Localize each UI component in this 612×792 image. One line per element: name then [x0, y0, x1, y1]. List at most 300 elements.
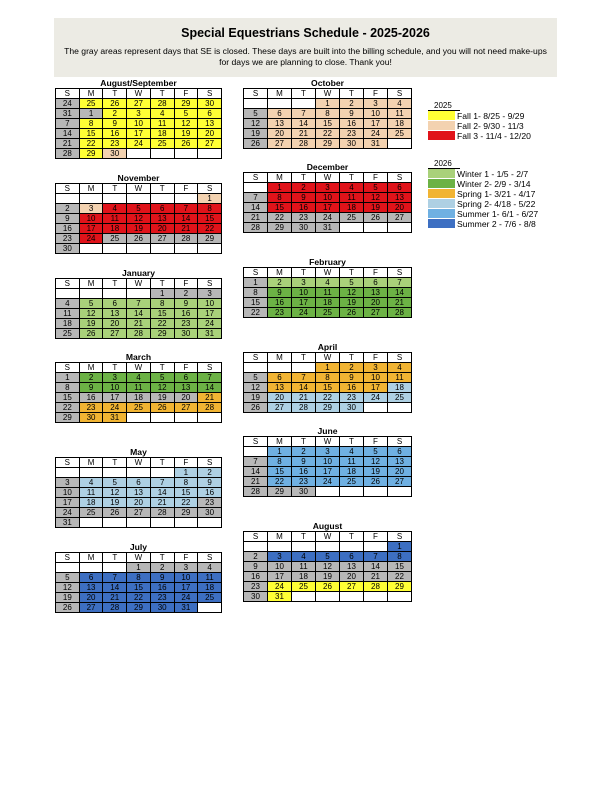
legend-swatch: [428, 189, 455, 198]
day-cell: 18: [388, 383, 412, 393]
day-cell: 14: [292, 383, 316, 393]
weekday-label: M: [79, 458, 103, 468]
day-cell: 6: [103, 299, 127, 309]
day-cell: 25: [388, 129, 412, 139]
weekday-header-row: [56, 553, 222, 563]
day-cell: 11: [198, 573, 222, 583]
header-banner: [54, 18, 557, 77]
weekday-label: W: [316, 173, 340, 183]
day-cell: [268, 363, 292, 373]
day-cell: 28: [388, 308, 412, 318]
legend-label: Fall 2- 9/30 - 11/3: [457, 121, 524, 131]
day-cell: 31: [174, 603, 198, 613]
day-cell: 15: [244, 298, 268, 308]
day-cell: 7: [364, 552, 388, 562]
week-row: [244, 183, 412, 193]
week-row: [244, 447, 412, 457]
weekday-label: M: [268, 268, 292, 278]
day-cell: 17: [364, 119, 388, 129]
month-title: May: [130, 447, 147, 457]
week-row: [244, 278, 412, 288]
day-cell: [127, 244, 151, 254]
weekday-label: W: [316, 353, 340, 363]
day-cell: 16: [103, 129, 127, 139]
weekday-label: T: [292, 268, 316, 278]
week-row: [244, 139, 412, 149]
day-cell: 12: [340, 288, 364, 298]
day-cell: [79, 244, 103, 254]
day-cell: 10: [127, 119, 151, 129]
day-cell: 9: [268, 288, 292, 298]
day-cell: 26: [79, 329, 103, 339]
day-cell: [340, 542, 364, 552]
weekday-label: T: [292, 173, 316, 183]
day-cell: 31: [268, 592, 292, 602]
day-cell: [79, 468, 103, 478]
day-cell: 24: [198, 319, 222, 329]
day-cell: 9: [244, 562, 268, 572]
day-cell: 15: [316, 383, 340, 393]
day-cell: 25: [150, 139, 174, 149]
day-cell: 17: [56, 498, 80, 508]
month-grid: [243, 172, 412, 233]
week-row: [56, 593, 222, 603]
day-cell: 4: [127, 373, 151, 383]
day-cell: 16: [150, 583, 174, 593]
day-cell: 20: [79, 593, 103, 603]
day-cell: 11: [388, 109, 412, 119]
day-cell: 21: [103, 593, 127, 603]
day-cell: [388, 223, 412, 233]
weekday-label: W: [316, 268, 340, 278]
day-cell: 10: [292, 288, 316, 298]
day-cell: 26: [127, 234, 151, 244]
day-cell: 31: [198, 329, 222, 339]
day-cell: 27: [198, 139, 222, 149]
day-cell: [316, 592, 340, 602]
day-cell: 8: [79, 119, 103, 129]
day-cell: 1: [244, 278, 268, 288]
day-cell: [56, 194, 80, 204]
day-cell: 21: [56, 139, 80, 149]
legend-year: 2025: [434, 101, 452, 110]
day-cell: 12: [316, 562, 340, 572]
day-cell: 4: [340, 447, 364, 457]
week-row: [56, 119, 222, 129]
day-cell: 19: [56, 593, 80, 603]
week-row: [244, 467, 412, 477]
day-cell: 1: [316, 363, 340, 373]
day-cell: 12: [364, 457, 388, 467]
day-cell: 13: [388, 457, 412, 467]
day-cell: 7: [127, 299, 151, 309]
week-row: [244, 99, 412, 109]
weekday-label: M: [268, 532, 292, 542]
day-cell: [198, 603, 222, 613]
day-cell: 23: [340, 129, 364, 139]
day-cell: 19: [174, 129, 198, 139]
day-cell: 14: [198, 383, 222, 393]
day-cell: 21: [198, 393, 222, 403]
weekday-label: T: [292, 89, 316, 99]
day-cell: 27: [174, 403, 198, 413]
day-cell: 5: [103, 478, 127, 488]
weekday-header-row: [56, 458, 222, 468]
day-cell: 26: [103, 99, 127, 109]
day-cell: 22: [174, 498, 198, 508]
day-cell: 14: [127, 309, 151, 319]
day-cell: 19: [364, 203, 388, 213]
day-cell: 28: [150, 508, 174, 518]
day-cell: 1: [388, 542, 412, 552]
day-cell: 29: [79, 149, 103, 159]
day-cell: 30: [174, 329, 198, 339]
day-cell: [174, 194, 198, 204]
weekday-label: S: [244, 353, 268, 363]
day-cell: [56, 563, 80, 573]
day-cell: 30: [340, 403, 364, 413]
day-cell: [174, 413, 198, 423]
day-cell: 3: [292, 278, 316, 288]
day-cell: 10: [56, 488, 80, 498]
day-cell: 2: [174, 289, 198, 299]
weekday-label: T: [103, 279, 127, 289]
closure-note: The gray areas represent days that SE is closed. These days are built into the billing schedule, and you will not need make-ups for days we are planning to close. Thank you!: [64, 46, 547, 67]
weekday-label: S: [56, 458, 80, 468]
day-cell: 25: [340, 213, 364, 223]
day-cell: 27: [127, 99, 151, 109]
day-cell: 1: [150, 289, 174, 299]
day-cell: 29: [150, 329, 174, 339]
day-cell: [364, 403, 388, 413]
week-row: [244, 582, 412, 592]
day-cell: 10: [174, 573, 198, 583]
page-title: Special Equestrians Schedule - 2025-2026: [181, 26, 430, 40]
day-cell: 14: [174, 214, 198, 224]
weekday-label: S: [56, 89, 80, 99]
day-cell: [127, 289, 151, 299]
day-cell: 5: [174, 109, 198, 119]
day-cell: 5: [150, 373, 174, 383]
day-cell: 31: [316, 223, 340, 233]
day-cell: 6: [268, 109, 292, 119]
day-cell: [150, 518, 174, 528]
month-grid: [55, 183, 222, 254]
day-cell: 30: [198, 508, 222, 518]
day-cell: 7: [198, 373, 222, 383]
day-cell: 6: [340, 552, 364, 562]
day-cell: 18: [103, 224, 127, 234]
day-cell: 23: [268, 308, 292, 318]
week-row: [56, 508, 222, 518]
legend-label: Summer 2 - 7/6 - 8/8: [457, 219, 536, 229]
legend-label: Fall 3 - 11/4 - 12/20: [457, 131, 531, 141]
day-cell: 24: [316, 213, 340, 223]
day-cell: [340, 592, 364, 602]
month-title: August: [312, 521, 343, 531]
week-row: [56, 299, 222, 309]
day-cell: 4: [388, 363, 412, 373]
day-cell: 2: [56, 204, 80, 214]
day-cell: 30: [292, 223, 316, 233]
month-title: November: [117, 173, 160, 183]
week-row: [244, 223, 412, 233]
weekday-label: S: [56, 279, 80, 289]
day-cell: 12: [150, 383, 174, 393]
day-cell: 11: [79, 488, 103, 498]
day-cell: 6: [198, 109, 222, 119]
month-grid: [55, 552, 222, 613]
day-cell: 19: [244, 129, 268, 139]
weekday-label: T: [292, 437, 316, 447]
weekday-label: F: [174, 363, 198, 373]
day-cell: 25: [56, 329, 80, 339]
day-cell: 20: [127, 498, 151, 508]
legend-label: Fall 1- 8/25 - 9/29: [457, 111, 525, 121]
weekday-header-row: [244, 268, 412, 278]
weekday-label: T: [103, 89, 127, 99]
day-cell: 30: [292, 487, 316, 497]
day-cell: 4: [103, 204, 127, 214]
day-cell: 24: [174, 593, 198, 603]
day-cell: 20: [268, 129, 292, 139]
weekday-label: S: [388, 89, 412, 99]
weekday-label: F: [364, 353, 388, 363]
day-cell: 24: [127, 139, 151, 149]
day-cell: 25: [388, 393, 412, 403]
day-cell: [56, 468, 80, 478]
day-cell: 27: [103, 329, 127, 339]
weekday-label: T: [150, 363, 174, 373]
day-cell: 11: [316, 288, 340, 298]
week-row: [244, 373, 412, 383]
legend-swatch: [428, 179, 455, 188]
day-cell: 18: [198, 583, 222, 593]
day-cell: 25: [127, 403, 151, 413]
day-cell: [316, 487, 340, 497]
day-cell: 9: [150, 573, 174, 583]
day-cell: 26: [364, 213, 388, 223]
weekday-label: T: [103, 553, 127, 563]
day-cell: [150, 413, 174, 423]
day-cell: 22: [244, 308, 268, 318]
day-cell: [198, 149, 222, 159]
day-cell: 4: [56, 299, 80, 309]
day-cell: 29: [268, 223, 292, 233]
day-cell: 15: [316, 119, 340, 129]
weekday-label: S: [198, 279, 222, 289]
legend-swatch: [428, 131, 455, 140]
day-cell: 17: [316, 203, 340, 213]
week-row: [56, 383, 222, 393]
day-cell: 11: [103, 214, 127, 224]
week-row: [56, 139, 222, 149]
day-cell: 25: [103, 234, 127, 244]
day-cell: 27: [340, 582, 364, 592]
month-grid: [243, 267, 412, 318]
legend-label: Summer 1- 6/1 - 6/27: [457, 209, 539, 219]
day-cell: 4: [388, 99, 412, 109]
day-cell: [56, 289, 80, 299]
day-cell: 21: [244, 477, 268, 487]
day-cell: 11: [292, 562, 316, 572]
day-cell: 15: [388, 562, 412, 572]
day-cell: 6: [364, 278, 388, 288]
day-cell: 16: [292, 467, 316, 477]
week-row: [244, 363, 412, 373]
legend-label: Winter 1 - 1/5 - 2/7: [457, 169, 529, 179]
month-title: July: [129, 542, 148, 552]
legend-swatch: [428, 199, 455, 208]
day-cell: 17: [79, 224, 103, 234]
day-cell: 23: [174, 319, 198, 329]
day-cell: 11: [56, 309, 80, 319]
day-cell: 26: [56, 603, 80, 613]
day-cell: 9: [292, 193, 316, 203]
day-cell: 13: [198, 119, 222, 129]
day-cell: 11: [127, 383, 151, 393]
day-cell: 8: [198, 204, 222, 214]
day-cell: 21: [174, 224, 198, 234]
day-cell: 1: [316, 99, 340, 109]
day-cell: 14: [103, 583, 127, 593]
day-cell: [150, 244, 174, 254]
legend-label: Winter 2- 2/9 - 3/14: [457, 179, 531, 189]
day-cell: 21: [150, 498, 174, 508]
week-row: [244, 193, 412, 203]
day-cell: 31: [56, 518, 80, 528]
day-cell: 29: [127, 603, 151, 613]
day-cell: 17: [316, 467, 340, 477]
day-cell: 28: [198, 403, 222, 413]
week-row: [244, 477, 412, 487]
day-cell: 28: [244, 487, 268, 497]
day-cell: 26: [103, 508, 127, 518]
weekday-label: S: [244, 89, 268, 99]
day-cell: 19: [340, 298, 364, 308]
day-cell: 28: [103, 603, 127, 613]
day-cell: 13: [388, 193, 412, 203]
day-cell: 8: [56, 383, 80, 393]
month-grid: [55, 362, 222, 423]
month-grid: [55, 278, 222, 339]
day-cell: 7: [150, 478, 174, 488]
week-row: [56, 583, 222, 593]
day-cell: 10: [364, 373, 388, 383]
day-cell: [150, 149, 174, 159]
day-cell: 3: [198, 289, 222, 299]
day-cell: 8: [244, 288, 268, 298]
day-cell: 6: [150, 204, 174, 214]
day-cell: 20: [388, 203, 412, 213]
day-cell: 24: [292, 308, 316, 318]
day-cell: 18: [388, 119, 412, 129]
weekday-label: W: [316, 89, 340, 99]
day-cell: 16: [244, 572, 268, 582]
day-cell: [150, 194, 174, 204]
weekday-header-row: [56, 363, 222, 373]
day-cell: [198, 413, 222, 423]
day-cell: 16: [198, 488, 222, 498]
day-cell: 4: [292, 552, 316, 562]
day-cell: 14: [292, 119, 316, 129]
day-cell: 5: [316, 552, 340, 562]
weekday-label: T: [340, 173, 364, 183]
day-cell: 22: [56, 403, 80, 413]
day-cell: 25: [292, 582, 316, 592]
day-cell: 8: [174, 478, 198, 488]
week-row: [244, 457, 412, 467]
day-cell: 1: [198, 194, 222, 204]
week-row: [56, 488, 222, 498]
day-cell: 27: [388, 213, 412, 223]
day-cell: [79, 289, 103, 299]
day-cell: 3: [103, 373, 127, 383]
weekday-label: W: [316, 532, 340, 542]
month-grid: [55, 457, 222, 528]
day-cell: 3: [364, 363, 388, 373]
week-row: [56, 329, 222, 339]
day-cell: 14: [56, 129, 80, 139]
day-cell: 28: [56, 149, 80, 159]
day-cell: 16: [56, 224, 80, 234]
legend-year: 2026: [434, 159, 452, 168]
weekday-label: F: [174, 279, 198, 289]
month-title: March: [125, 352, 152, 362]
weekday-label: T: [103, 363, 127, 373]
weekday-label: T: [150, 184, 174, 194]
week-row: [244, 542, 412, 552]
day-cell: 30: [198, 99, 222, 109]
day-cell: 3: [316, 183, 340, 193]
day-cell: 15: [174, 488, 198, 498]
weekday-label: S: [388, 268, 412, 278]
day-cell: 29: [174, 99, 198, 109]
day-cell: [340, 487, 364, 497]
weekday-label: W: [127, 279, 151, 289]
day-cell: 15: [268, 203, 292, 213]
day-cell: 24: [103, 403, 127, 413]
day-cell: 30: [103, 149, 127, 159]
weekday-label: S: [244, 268, 268, 278]
day-cell: 5: [244, 373, 268, 383]
day-cell: [388, 487, 412, 497]
day-cell: 27: [150, 234, 174, 244]
day-cell: [174, 149, 198, 159]
day-cell: 24: [56, 99, 80, 109]
day-cell: [79, 563, 103, 573]
weekday-label: F: [364, 437, 388, 447]
weekday-label: T: [103, 184, 127, 194]
day-cell: 14: [388, 288, 412, 298]
day-cell: 24: [268, 582, 292, 592]
day-cell: 7: [292, 373, 316, 383]
day-cell: [388, 403, 412, 413]
day-cell: [244, 447, 268, 457]
day-cell: 8: [150, 299, 174, 309]
day-cell: 29: [174, 508, 198, 518]
week-row: [244, 298, 412, 308]
day-cell: 2: [244, 552, 268, 562]
day-cell: 1: [79, 109, 103, 119]
day-cell: 30: [79, 413, 103, 423]
day-cell: [364, 592, 388, 602]
day-cell: 28: [244, 223, 268, 233]
day-cell: 23: [150, 593, 174, 603]
day-cell: [244, 99, 268, 109]
month-grid: [243, 352, 412, 413]
day-cell: 11: [340, 193, 364, 203]
